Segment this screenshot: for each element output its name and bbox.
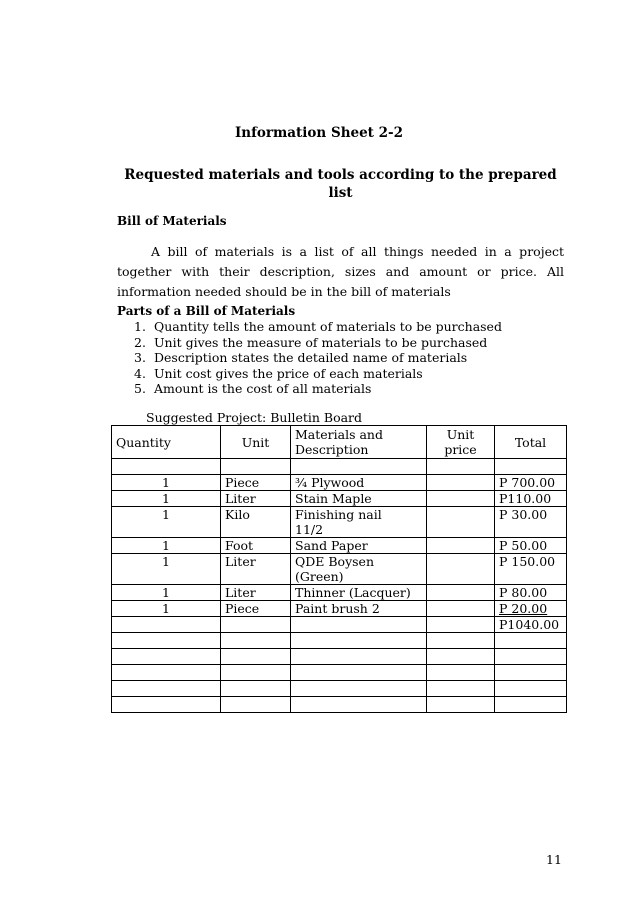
table-row: [112, 601, 567, 617]
header-quantity: Quantity: [112, 426, 221, 459]
cell-unit-price: [427, 475, 495, 491]
cell-total: P 50.00: [495, 538, 567, 554]
cell-unit: [221, 617, 291, 633]
header-price-line2: price: [444, 442, 477, 457]
cell-description: [291, 491, 427, 507]
cell-unit: Foot: [221, 538, 291, 554]
header-materials: [291, 426, 427, 459]
table-row: [112, 554, 567, 585]
table-row: [112, 617, 567, 633]
cell-description: [291, 585, 427, 601]
cell-unit-price: [427, 585, 495, 601]
cell-unit-price: [427, 507, 495, 538]
cell-unit-price: [427, 633, 495, 649]
list-item: [134, 335, 502, 351]
table-row: [112, 633, 567, 649]
description-line2: (Green): [295, 569, 344, 584]
description-line1: ¾ Plywood: [295, 475, 365, 490]
paragraph-line: A bill of materials is a list of all things needed in a project: [151, 244, 564, 259]
cell-unit: [221, 649, 291, 665]
table-row: [112, 585, 567, 601]
cell-unit: [221, 697, 291, 713]
table-row: [112, 491, 567, 507]
cell-description: [291, 649, 427, 665]
description-line1: Stain Maple: [295, 491, 372, 506]
list-text: Unit gives the measure of materials to be purchased: [154, 334, 488, 350]
cell-quantity: 1: [112, 538, 221, 554]
cell-quantity: [112, 633, 221, 649]
cell-total: [495, 649, 567, 665]
list-text: Unit cost gives the price of each materials: [154, 365, 423, 381]
list-number: 2.: [134, 334, 146, 350]
bill-heading: Bill of Materials: [117, 214, 227, 228]
cell-unit: [221, 633, 291, 649]
cell-total: P 150.00: [495, 554, 567, 585]
cell-total: [495, 633, 567, 649]
cell-description: [291, 475, 427, 491]
cell-total: [495, 681, 567, 697]
cell-unit-price: [427, 459, 495, 475]
description-line1: Finishing nail: [295, 507, 382, 522]
list-number: 5.: [134, 381, 146, 396]
table-row: [112, 538, 567, 554]
cell-unit-price: [427, 681, 495, 697]
cell-description: [291, 681, 427, 697]
table-row: [112, 681, 567, 697]
cell-total: [495, 697, 567, 713]
list-number: 1.: [134, 319, 146, 334]
list-text: Amount is the cost of all materials: [154, 381, 372, 396]
cell-unit: [221, 681, 291, 697]
cell-total: P 30.00: [495, 507, 567, 538]
subtitle: [117, 166, 564, 202]
cell-unit-price: [427, 617, 495, 633]
description-line1: Sand Paper: [295, 538, 368, 553]
table-row: [112, 507, 567, 538]
cell-unit: Liter: [221, 491, 291, 507]
header-materials-line2: Description: [295, 442, 369, 457]
cell-quantity: 1: [112, 601, 221, 617]
cell-description: [291, 459, 427, 475]
cell-unit: Liter: [221, 554, 291, 585]
cell-description: [291, 665, 427, 681]
cell-total: P110.00: [495, 491, 567, 507]
list-text: Quantity tells the amount of materials to be purchased: [154, 319, 502, 334]
cell-unit-price: [427, 538, 495, 554]
cell-quantity: 1: [112, 585, 221, 601]
cell-description: [291, 507, 427, 538]
cell-quantity: 1: [112, 507, 221, 538]
cell-description: [291, 554, 427, 585]
list-number: 4.: [134, 365, 146, 381]
project-label: Suggested Project: Bulletin Board: [146, 410, 363, 425]
cell-unit-price: [427, 697, 495, 713]
description-line1: QDE Boysen: [295, 554, 375, 569]
cell-total: P1040.00: [495, 617, 567, 633]
cell-total: P 700.00: [495, 475, 567, 491]
cell-total: P 80.00: [495, 585, 567, 601]
cell-total: [495, 459, 567, 475]
cell-unit-price: [427, 665, 495, 681]
cell-description: [291, 601, 427, 617]
header-total: Total: [495, 426, 567, 459]
cell-unit: Kilo: [221, 507, 291, 538]
cell-unit: [221, 665, 291, 681]
list-text: Description states the detailed name of materials: [154, 350, 468, 365]
cell-quantity: [112, 665, 221, 681]
cell-unit-price: [427, 649, 495, 665]
list-item: [134, 319, 502, 335]
cell-quantity: [112, 617, 221, 633]
cell-description: [291, 633, 427, 649]
cell-quantity: [112, 649, 221, 665]
cell-unit: Liter: [221, 585, 291, 601]
table-header-row: [112, 426, 567, 459]
header-unit-price: [427, 426, 495, 459]
header-unit: Unit: [221, 426, 291, 459]
cell-total: P 20.00: [495, 601, 567, 617]
cell-unit: Piece: [221, 601, 291, 617]
list-item: [134, 350, 502, 366]
table-body: [112, 459, 567, 713]
cell-quantity: 1: [112, 554, 221, 585]
cell-quantity: [112, 697, 221, 713]
table-row: [112, 459, 567, 475]
table-row: [112, 697, 567, 713]
subtitle-line-2: list: [328, 185, 353, 201]
page-number: 11: [546, 852, 562, 867]
header-price-line1: Unit: [446, 427, 475, 442]
cell-unit: [221, 459, 291, 475]
cell-unit-price: [427, 554, 495, 585]
cell-quantity: 1: [112, 491, 221, 507]
table-row: [112, 665, 567, 681]
sheet-title: Information Sheet 2-2: [234, 125, 404, 141]
description-line1: Thinner (Lacquer): [295, 585, 411, 600]
cell-quantity: 1: [112, 475, 221, 491]
cell-description: [291, 697, 427, 713]
cell-quantity: [112, 681, 221, 697]
table-row: [112, 649, 567, 665]
cell-description: [291, 617, 427, 633]
subtitle-line-1: Requested materials and tools according to the prepared: [124, 167, 557, 183]
header-materials-line1: Materials and: [295, 427, 383, 442]
description-line2: 11/2: [295, 522, 324, 537]
cell-total: [495, 665, 567, 681]
cell-description: [291, 538, 427, 554]
cell-unit-price: [427, 491, 495, 507]
paragraph-line: information needed should be in the bill of materials: [117, 284, 451, 299]
cell-quantity: [112, 459, 221, 475]
description-line1: Paint brush 2: [295, 601, 380, 616]
cell-unit: Piece: [221, 475, 291, 491]
list-item: [134, 366, 502, 382]
definition-paragraph: [117, 242, 564, 302]
bill-of-materials-table: [111, 425, 567, 713]
paragraph-line: together with their description, sizes and amount or price. All: [117, 264, 564, 279]
list-number: 3.: [134, 350, 146, 365]
cell-unit-price: [427, 601, 495, 617]
list-item: [134, 381, 502, 397]
table-row: [112, 475, 567, 491]
parts-list: [134, 319, 502, 397]
parts-heading: Parts of a Bill of Materials: [117, 304, 296, 318]
